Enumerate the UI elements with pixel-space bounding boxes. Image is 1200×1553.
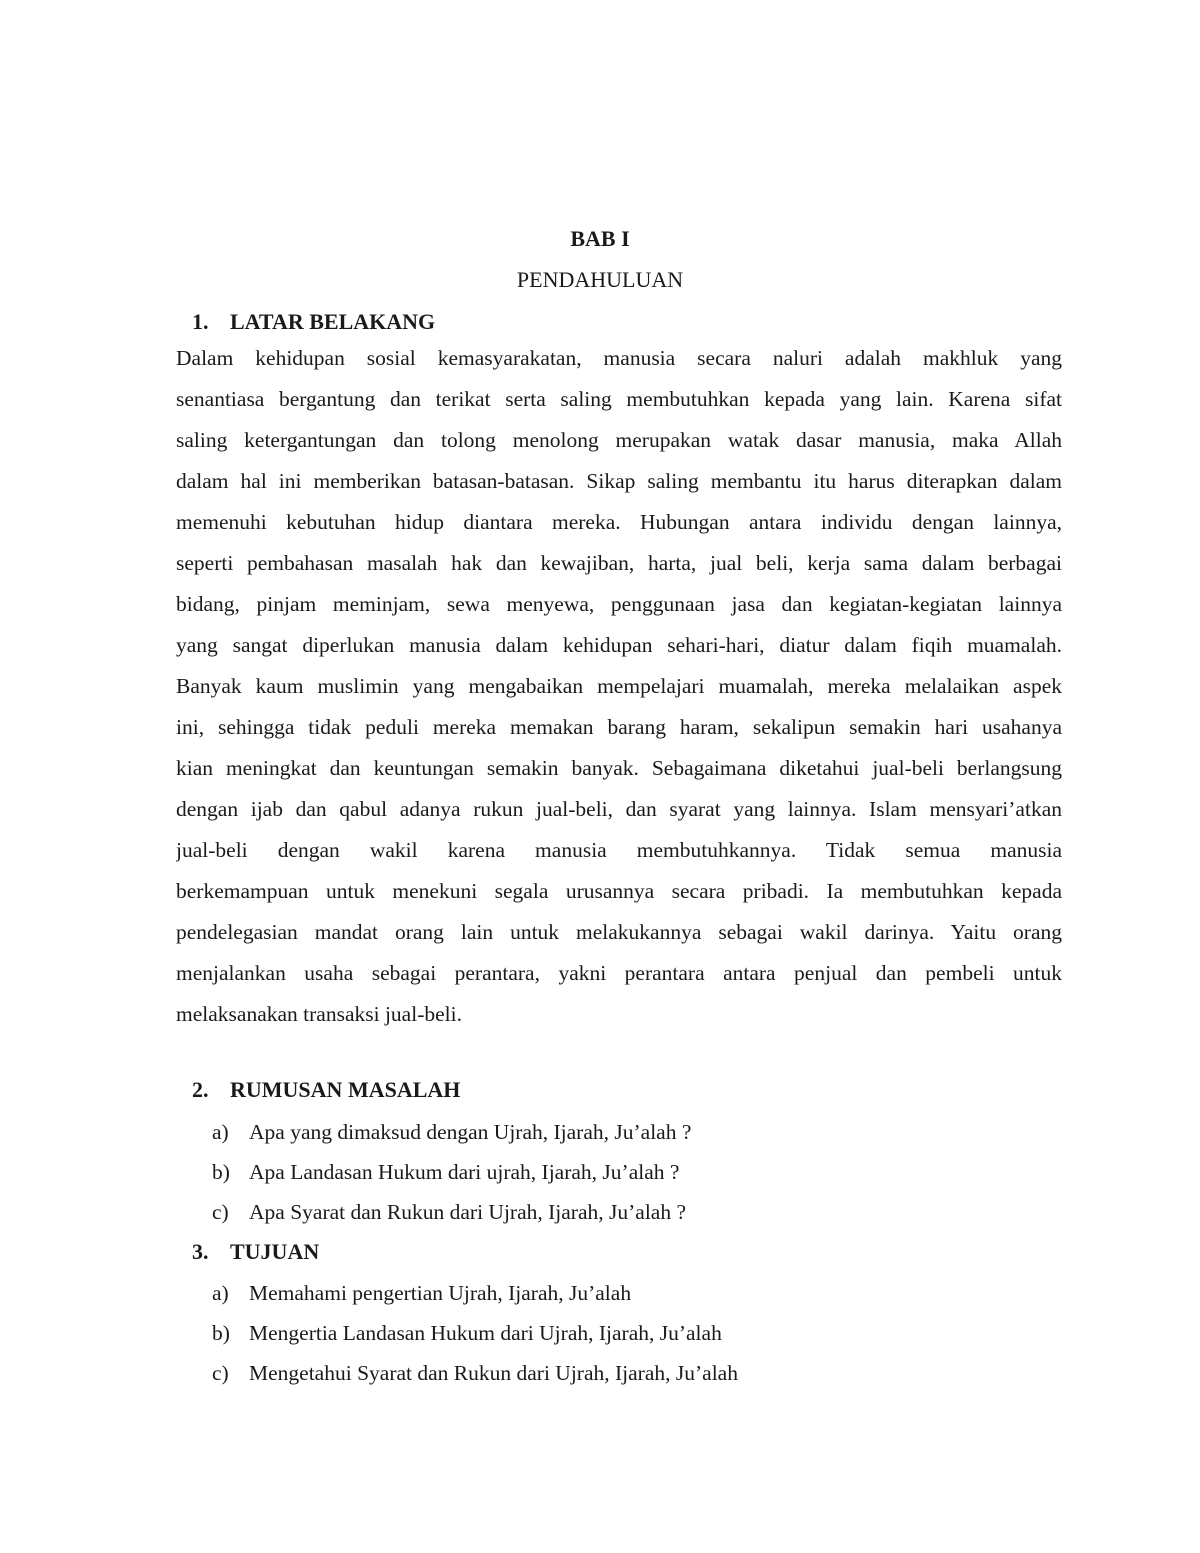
section-title: TUJUAN <box>230 1239 320 1264</box>
list-marker: a) <box>212 1120 229 1144</box>
section-heading-rumusan-masalah <box>192 1075 460 1105</box>
paragraph-line: bidang, pinjam meminjam, sewa menyewa, penggunaan jasa dan kegiatan-kegiatan lainnya <box>176 592 1062 616</box>
list-marker: b) <box>212 1160 230 1184</box>
chapter-heading: BAB I <box>570 226 630 251</box>
paragraph-line: melaksanakan transaksi jual-beli. <box>176 1002 462 1026</box>
paragraph-line: memenuhi kebutuhan hidup diantara mereka. Hubungan antara individu dengan lainnya, <box>176 510 1062 534</box>
paragraph-line: Banyak kaum muslimin yang mengabaikan mempelajari muamalah, mereka melalaikan aspek <box>176 674 1062 698</box>
section-heading-latar-belakang <box>192 307 435 337</box>
paragraph-line: saling ketergantungan dan tolong menolong merupakan watak dasar manusia, maka Allah <box>176 428 1062 452</box>
paragraph-line: dalam hal ini memberikan batasan-batasan. Sikap saling membantu itu harus diterapkan dalam <box>176 469 1062 493</box>
paragraph-line: menjalankan usaha sebagai perantara, yakni perantara antara penjual dan pembeli untuk <box>176 961 1062 985</box>
list-item-text: Apa Landasan Hukum dari ujrah, Ijarah, Ju’alah ? <box>249 1160 680 1184</box>
list-item-text: Memahami pengertian Ujrah, Ijarah, Ju’alah <box>249 1281 632 1305</box>
paragraph-line: ini, sehingga tidak peduli mereka memakan barang haram, sekalipun semakin hari usahanya <box>176 715 1062 739</box>
list-marker: a) <box>212 1281 229 1305</box>
paragraph-line: yang sangat diperlukan manusia dalam kehidupan sehari-hari, diatur dalam fiqih muamalah. <box>176 633 1062 657</box>
list-item <box>212 1316 738 1356</box>
problem-statement-list <box>212 1115 691 1235</box>
list-item-text: Mengetahui Syarat dan Rukun dari Ujrah, Ijarah, Ju’alah <box>249 1361 738 1385</box>
paragraph-line: berkemampuan untuk menekuni segala urusannya secara pribadi. Ia membutuhkan kepada <box>176 879 1062 903</box>
section-title: LATAR BELAKANG <box>230 309 436 334</box>
section-heading-tujuan <box>192 1237 319 1267</box>
section-title: RUMUSAN MASALAH <box>230 1077 461 1102</box>
section-number: 1. <box>192 309 209 334</box>
paragraph-line: jual-beli dengan wakil karena manusia membutuhkannya. Tidak semua manusia <box>176 838 1062 862</box>
background-paragraph <box>176 341 1062 1038</box>
list-item-text: Apa yang dimaksud dengan Ujrah, Ijarah, Ju’alah ? <box>249 1120 692 1144</box>
list-item-text: Mengertia Landasan Hukum dari Ujrah, Ijarah, Ju’alah <box>249 1321 722 1345</box>
paragraph-line: senantiasa bergantung dan terikat serta saling membutuhkan kepada yang lain. Karena sifat <box>176 387 1062 411</box>
section-number: 3. <box>192 1239 209 1264</box>
list-marker: c) <box>212 1200 229 1224</box>
paragraph-line: kian meningkat dan keuntungan semakin banyak. Sebagaimana diketahui jual-beli berlangsung <box>176 756 1062 780</box>
paragraph-line: pendelegasian mandat orang lain untuk melakukannya sebagai wakil darinya. Yaitu orang <box>176 920 1062 944</box>
list-marker: b) <box>212 1321 230 1345</box>
list-item <box>212 1155 691 1195</box>
list-item-text: Apa Syarat dan Rukun dari Ujrah, Ijarah, Ju’alah ? <box>249 1200 687 1224</box>
section-number: 2. <box>192 1077 209 1102</box>
list-item <box>212 1356 738 1396</box>
chapter-title: PENDAHULUAN <box>516 267 684 292</box>
paragraph-line: seperti pembahasan masalah hak dan kewajiban, harta, jual beli, kerja sama dalam berbagai <box>176 551 1062 575</box>
objectives-list <box>212 1276 738 1396</box>
list-item <box>212 1115 691 1155</box>
list-item <box>212 1276 738 1316</box>
paragraph-line: Dalam kehidupan sosial kemasyarakatan, manusia secara naluri adalah makhluk yang <box>176 346 1062 370</box>
paragraph-line: dengan ijab dan qabul adanya rukun jual-beli, dan syarat yang lainnya. Islam mensyari’atkan <box>176 797 1062 821</box>
list-marker: c) <box>212 1361 229 1385</box>
list-item <box>212 1195 691 1235</box>
